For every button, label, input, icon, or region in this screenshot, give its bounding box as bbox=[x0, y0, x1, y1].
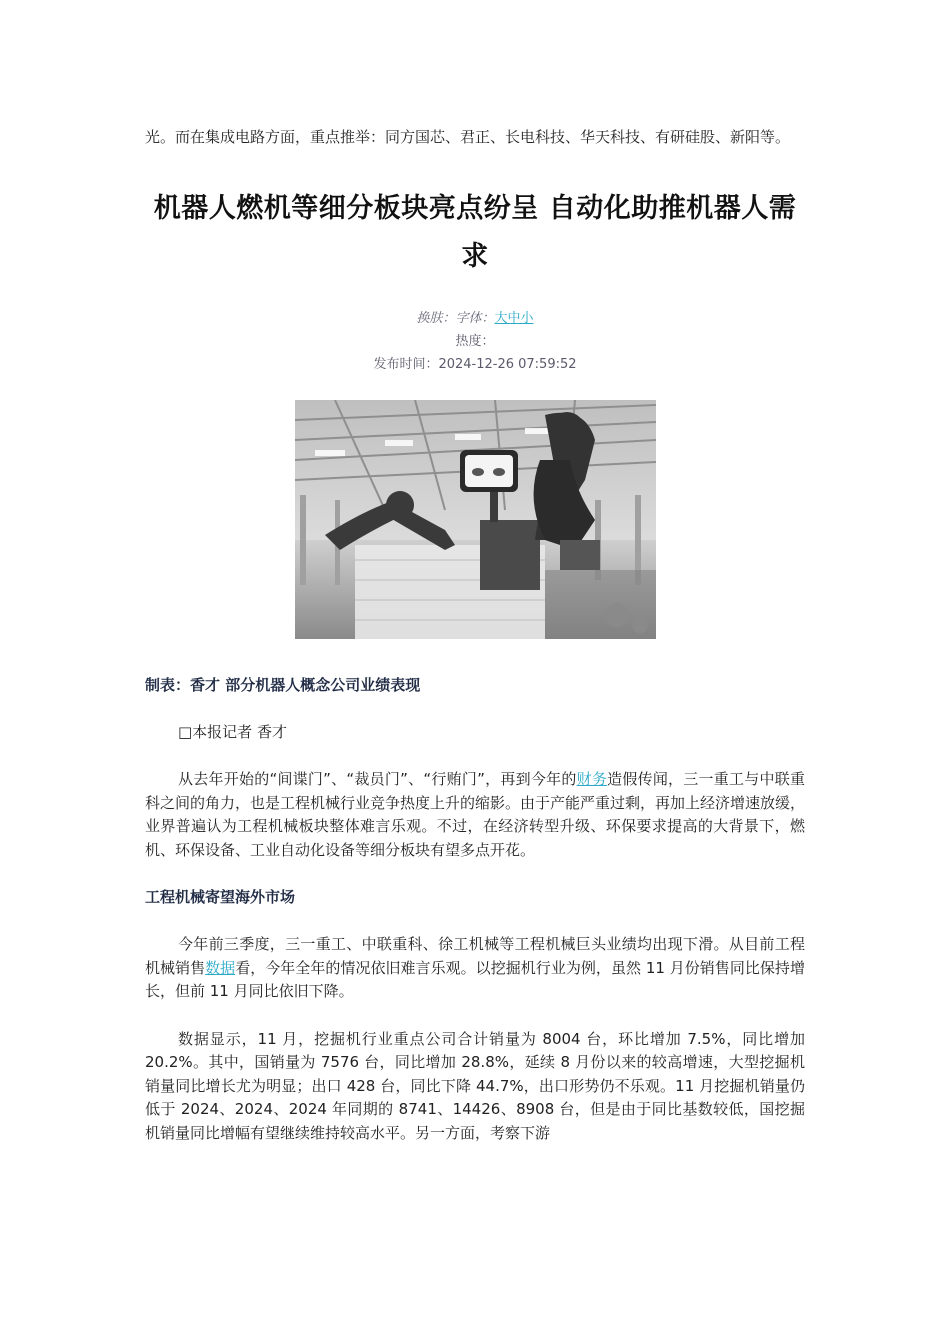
paragraph-2-text-b: 看，今年全年的情况依旧难言乐观。以挖掘机行业为例，虽然 11 月份销售同比保持增长，但前 11 月同比依旧下降。 bbox=[145, 958, 805, 1000]
heat-label: 热度： bbox=[455, 334, 495, 349]
publish-time: 发布时间：2024-12-26 07:59:52 bbox=[373, 357, 577, 372]
data-link[interactable]: 数据 bbox=[205, 958, 236, 977]
article-meta bbox=[145, 307, 805, 376]
paragraph-1 bbox=[145, 768, 805, 862]
skin-label: 换肤： bbox=[416, 311, 456, 326]
intro-paragraph: 光。而在集成电路方面，重点推举：同方国芯、君正、长电科技、华天科技、有研硅股、新阳等。 bbox=[145, 128, 791, 146]
article-image bbox=[295, 400, 656, 639]
byline: □本报记者 香才 bbox=[178, 723, 287, 741]
robot-photo bbox=[295, 400, 656, 639]
font-label: 字体： bbox=[455, 311, 495, 326]
paragraph-2 bbox=[145, 933, 805, 1004]
paragraph-1-text-b: 造假传闻，三一重工与中联重科之间的角力，也是工程机械行业竞争热度上升的缩影。由于产能严重过剩，再加上经济增速放缓，业界普遍认为工程机械板块整体难言乐观。不过，在经济转型升级、环保要求提高的大背景下，燃机、环保设备、工业自动化设备等细分板块有望多点开花。 bbox=[145, 770, 806, 859]
meta-options-row bbox=[145, 307, 805, 330]
paragraph-1-text-a: 从去年开始的“间谍门”、“裁员门”、“行贿门”，再到今年的 bbox=[178, 770, 577, 788]
image-caption: 制表：香才 部分机器人概念公司业绩表现 bbox=[145, 676, 421, 694]
paragraph-3: 数据显示，11 月，挖掘机行业重点公司合计销量为 8004 台，环比增加 7.5%，同比增加 20.2%。其中，国销量为 7576 台，同比增加 28.8%，延续 8 月份以来的较高增速，大型挖掘机销量同比增长尤为明显；出口 428 台，同比下降 44.7%，出口形势仍不乐观。11 月挖掘机销量仍低于 2024、2024、2024 年同期的 8741、14426、8908 台，但是由于同比基数较低，国挖掘机销量同比增幅有望继续维持较高水平。另一方面，考察下游 bbox=[145, 1029, 805, 1142]
paragraph-2-text-a: 今年前三季度，三一重工、中联重科、徐工机械等工程机械巨头业绩均出现下滑。从目前工程机械销售 bbox=[145, 935, 805, 977]
section-heading: 工程机械寄望海外市场 bbox=[145, 888, 296, 906]
finance-link[interactable]: 财务 bbox=[576, 770, 608, 788]
article-body bbox=[145, 126, 805, 1145]
article-title: 机器人燃机等细分板块亮点纷呈 自动化助推机器人需求 bbox=[153, 193, 797, 272]
font-size-link[interactable]: 大中小 bbox=[494, 311, 534, 326]
